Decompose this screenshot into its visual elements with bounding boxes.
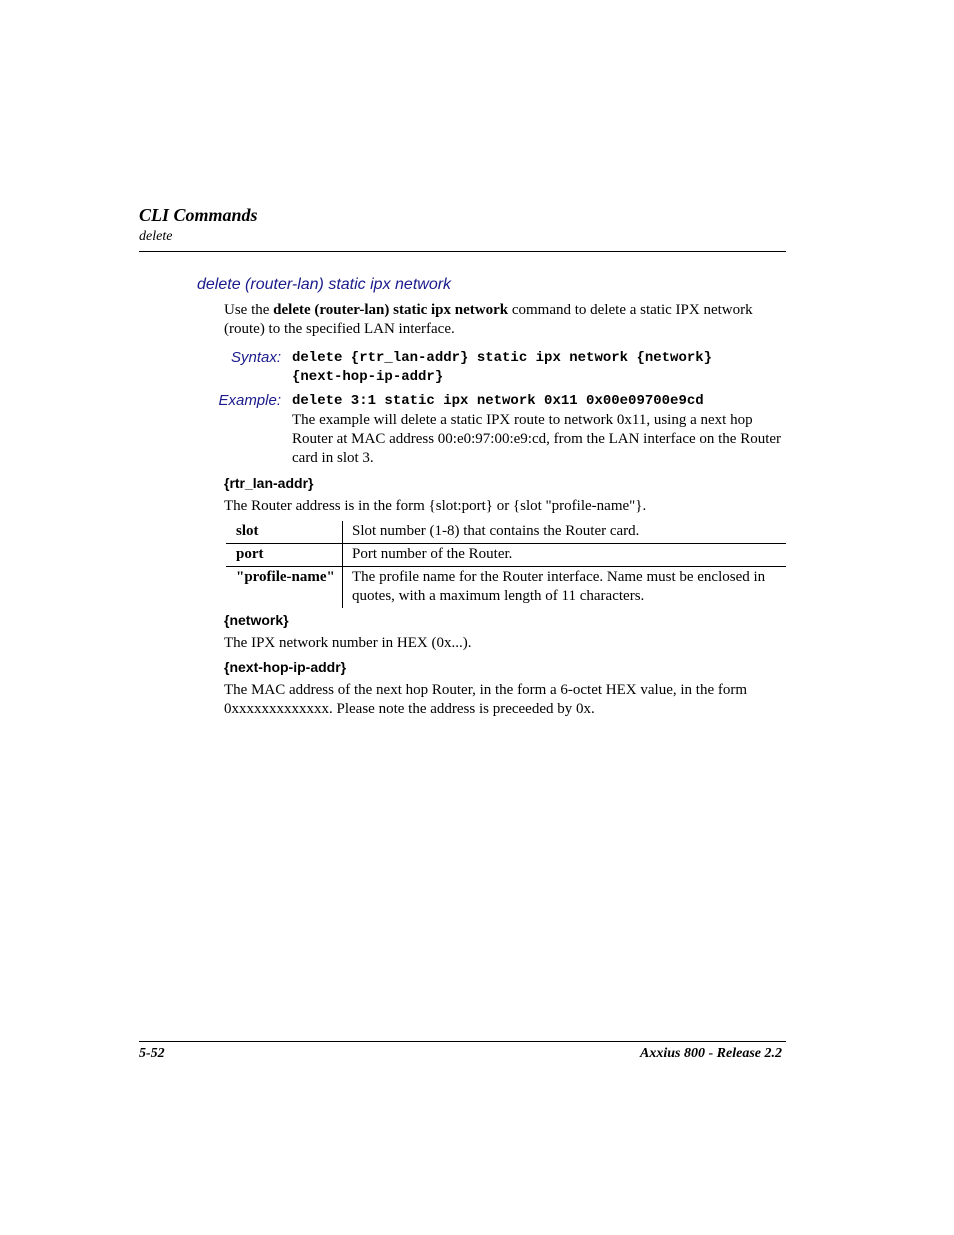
table-row: [226, 521, 786, 544]
section-title: delete (router-lan) static ipx network: [197, 276, 452, 293]
running-header-subtitle: delete: [139, 229, 173, 244]
param-text-next-hop: The MAC address of the next hop Router, in the form a 6-octet HEX value, in the form 0xxxxxxxxxxxxx. Please note the address is preceeded by 0x.: [224, 682, 748, 717]
footer-page-number: 5-52: [139, 1046, 165, 1061]
table-key-slot: slot: [226, 521, 343, 544]
param-heading-rtr-lan-addr: {rtr_lan-addr}: [224, 475, 314, 491]
example-label: Example:: [218, 392, 281, 409]
running-header-title: CLI Commands: [139, 205, 258, 225]
param-heading-next-hop: {next-hop-ip-addr}: [224, 659, 347, 675]
param-text-network: The IPX network number in HEX (0x...).: [224, 635, 472, 651]
example-command: delete 3:1 static ipx network 0x11 0x00e09700e9cd: [292, 393, 704, 409]
example-description: The example will delete a static IPX route to network 0x11, using a next hop Router at MAC address 00:e0:97:00:e9:cd, from the LAN interface on the Router card in slot 3.: [292, 412, 782, 466]
intro-command-name: delete (router-lan) static ipx network: [273, 302, 509, 318]
header-rule: [139, 251, 786, 252]
param-text-rtr-lan-addr: The Router address is in the form {slot:port} or {slot "profile-name"}.: [224, 498, 647, 514]
syntax-line-1: delete {rtr_lan-addr} static ipx network {network}: [292, 350, 713, 366]
intro-text-pre: Use the: [224, 302, 274, 318]
table-value-profile-name: The profile name for the Router interface. Name must be enclosed in quotes, with a maximum length of 11 characters.: [352, 569, 766, 604]
table-value-slot: Slot number (1-8) that contains the Router card.: [343, 521, 787, 544]
table-value-port: Port number of the Router.: [343, 544, 787, 567]
table-key-port: port: [226, 544, 343, 567]
footer-rule: [139, 1041, 786, 1042]
syntax-line-2: {next-hop-ip-addr}: [292, 369, 444, 385]
intro-text-post: command to delete a static IPX network (route) to the specified LAN interface.: [224, 302, 753, 337]
table-row: [226, 567, 786, 609]
table-key-profile-name: "profile-name": [226, 567, 343, 609]
footer-product: Axxius 800 - Release 2.2: [640, 1046, 782, 1061]
param-heading-network: {network}: [224, 612, 289, 628]
syntax-label: Syntax:: [230, 349, 281, 366]
intro-paragraph: [224, 301, 786, 339]
rtr-lan-addr-table: [226, 521, 786, 608]
table-row: [226, 544, 786, 567]
